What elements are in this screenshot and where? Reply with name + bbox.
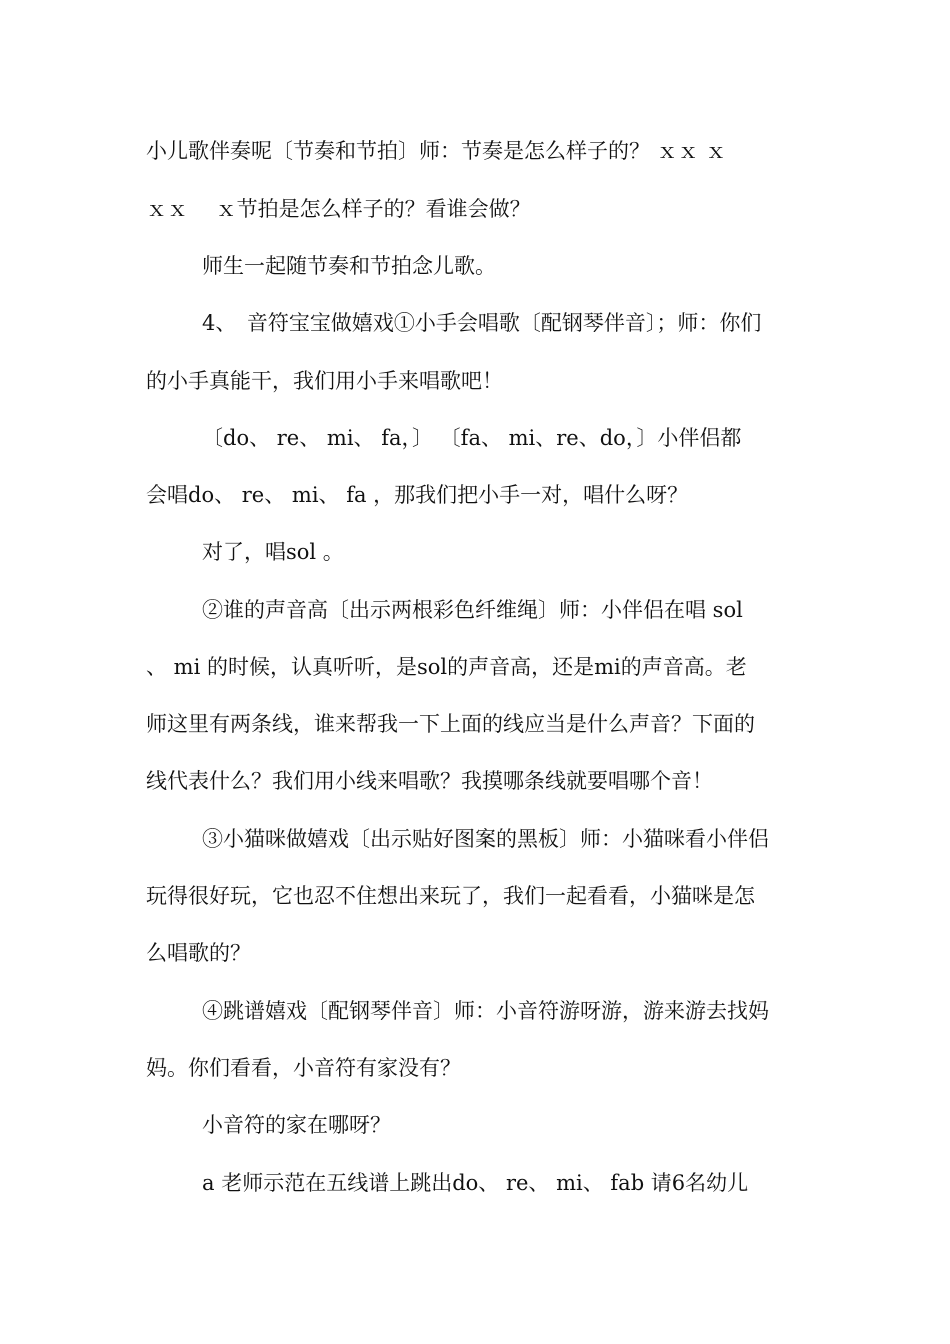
text-line-3: 师生一起随节奏和节拍念儿歌。 xyxy=(202,254,496,278)
text-line-4: 4、 音符宝宝做嬉戏①小手会唱歌〔配钢琴伴音〕；师：你们 xyxy=(202,311,762,335)
text-line-10: 、 mi 的时候，认真听听，是sol的声音高，还是mi的声音高。老 xyxy=(146,655,747,679)
text-line-15: 么唱歌的？ xyxy=(146,941,251,965)
text-line-2: ｘｘ ｘ节拍是怎么样子的？看谁会做？ xyxy=(146,197,531,221)
text-line-11: 师这里有两条线，谁来帮我一下上面的线应当是什么声音？下面的 xyxy=(146,712,755,736)
text-line-18: 小音符的家在哪呀？ xyxy=(202,1113,391,1137)
text-line-16: ④跳谱嬉戏〔配钢琴伴音〕师：小音符游呀游，游来游去找妈 xyxy=(202,999,769,1023)
text-line-6: 〔do、 re、 mi、 fa，〕 〔fa、 mi、re、do，〕小伴侣都 xyxy=(202,426,742,450)
text-line-14: 玩得很好玩，它也忍不住想出来玩了，我们一起看看，小猫咪是怎 xyxy=(146,884,755,908)
text-line-1: 小儿歌伴奏呢〔节奏和节拍〕师：节奏是怎么样子的？ ｘｘ ｘ xyxy=(146,139,727,163)
text-line-19: a 老师示范在五线谱上跳出do、 re、 mi、 fab 请6名幼儿 xyxy=(202,1171,749,1195)
text-line-8: 对了，唱sol 。 xyxy=(202,540,344,564)
text-line-5: 的小手真能干，我们用小手来唱歌吧！ xyxy=(146,369,503,393)
text-line-7: 会唱do、 re、 mi、 fa ，那我们把小手一对，唱什么呀？ xyxy=(146,483,689,507)
text-line-9: ②谁的声音高〔出示两根彩色纤维绳〕师：小伴侣在唱 sol xyxy=(202,598,743,622)
text-line-12: 线代表什么？我们用小线来唱歌？我摸哪条线就要唱哪个音！ xyxy=(146,769,713,793)
text-line-17: 妈。你们看看，小音符有家没有？ xyxy=(146,1056,461,1080)
text-line-13: ③小猫咪做嬉戏〔出示贴好图案的黑板〕师：小猫咪看小伴侣 xyxy=(202,827,769,851)
